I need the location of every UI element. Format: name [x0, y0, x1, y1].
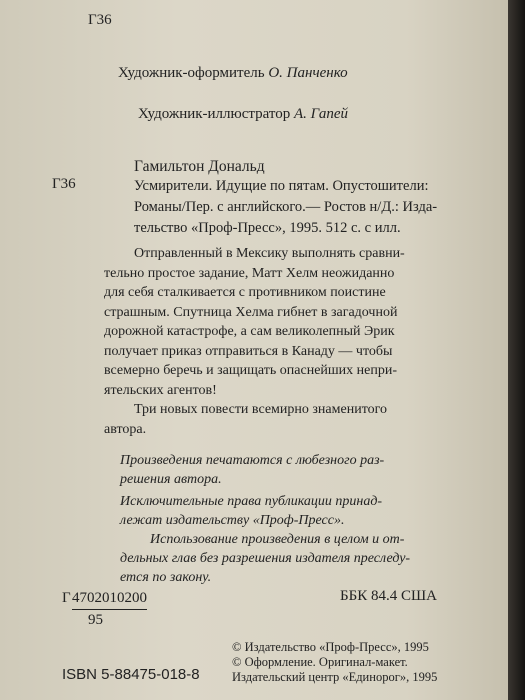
- note-line: ется по закону.: [120, 570, 212, 585]
- catalog-code: Г36: [52, 176, 76, 192]
- annotation-line: ятельских агентов!: [104, 382, 217, 398]
- bib-line: тельство «Проф-Пресс», 1995. 512 с. с илл.: [134, 220, 401, 236]
- annotation-line: страшным. Спутница Хелма гибнет в загадочной: [104, 304, 398, 320]
- annotation-line: Отправленный в Мексику выполнять сравни-: [134, 246, 405, 261]
- annotation-line: получает приказ отправиться в Канаду — чтобы: [104, 343, 393, 359]
- code-number: 4702010200: [72, 588, 147, 610]
- annotation-line: дорожной катастрофе, а сам великолепный Эрик: [104, 324, 395, 339]
- code-letter: Г: [62, 590, 71, 606]
- publication-code: [62, 588, 147, 630]
- note-line: Использование произведения в целом и от-: [150, 532, 405, 547]
- top-index-code: Г36: [88, 12, 112, 28]
- annotation-line: всемерно беречь и защищать опаснейших непри-: [104, 363, 398, 378]
- copyright-line: Издательский центр «Единорог», 1995: [232, 670, 438, 684]
- annotation: [104, 244, 405, 439]
- bib-line: Усмирители. Идущие по пятам. Опустошители:: [134, 178, 429, 194]
- credit-name: А. Гапей: [294, 106, 348, 122]
- annotation-line: автора.: [104, 421, 147, 437]
- bbk-code: ББК 84.4 США: [340, 588, 437, 604]
- note-line: лежат издательству «Проф-Пресс».: [120, 513, 345, 528]
- credit-role: Художник-иллюстратор: [138, 106, 291, 122]
- note-line: дельных глав без разрешения издателя преследу-: [120, 551, 411, 566]
- annotation-line: тельно простое задание, Матт Хелм неожиданно: [104, 265, 395, 281]
- note-line: Произведения печатаются с любезного раз-: [120, 453, 385, 468]
- bibliographic-record: [134, 176, 437, 239]
- annotation-line: Три новых повести всемирно знаменитого: [134, 402, 388, 417]
- book-edge: [508, 0, 525, 700]
- credit-designer: [118, 65, 348, 82]
- bib-line: Романы/Пер. с английского.— Ростов н/Д.: Изда-: [134, 199, 438, 215]
- author-heading: Гамильтон Дональд: [134, 158, 265, 175]
- copyright-block: [232, 640, 437, 685]
- isbn: ISBN 5-88475-018-8: [62, 666, 200, 683]
- credit-illustrator: [138, 106, 348, 123]
- note-line: решения автора.: [120, 472, 222, 487]
- credit-name: О. Панченко: [268, 65, 348, 81]
- permission-note: [120, 451, 384, 489]
- note-line: Исключительные права публикации принад-: [120, 494, 383, 509]
- copyright-line: © Оформление. Оригинал-макет.: [232, 655, 408, 669]
- copyright-line: © Издательство «Проф-Пресс», 1995: [232, 640, 429, 654]
- annotation-line: для себя сталкивается с противником поистине: [104, 285, 386, 300]
- credit-role: Художник-оформитель: [118, 65, 265, 81]
- rights-note: [120, 492, 410, 587]
- code-sub: 95: [88, 612, 103, 628]
